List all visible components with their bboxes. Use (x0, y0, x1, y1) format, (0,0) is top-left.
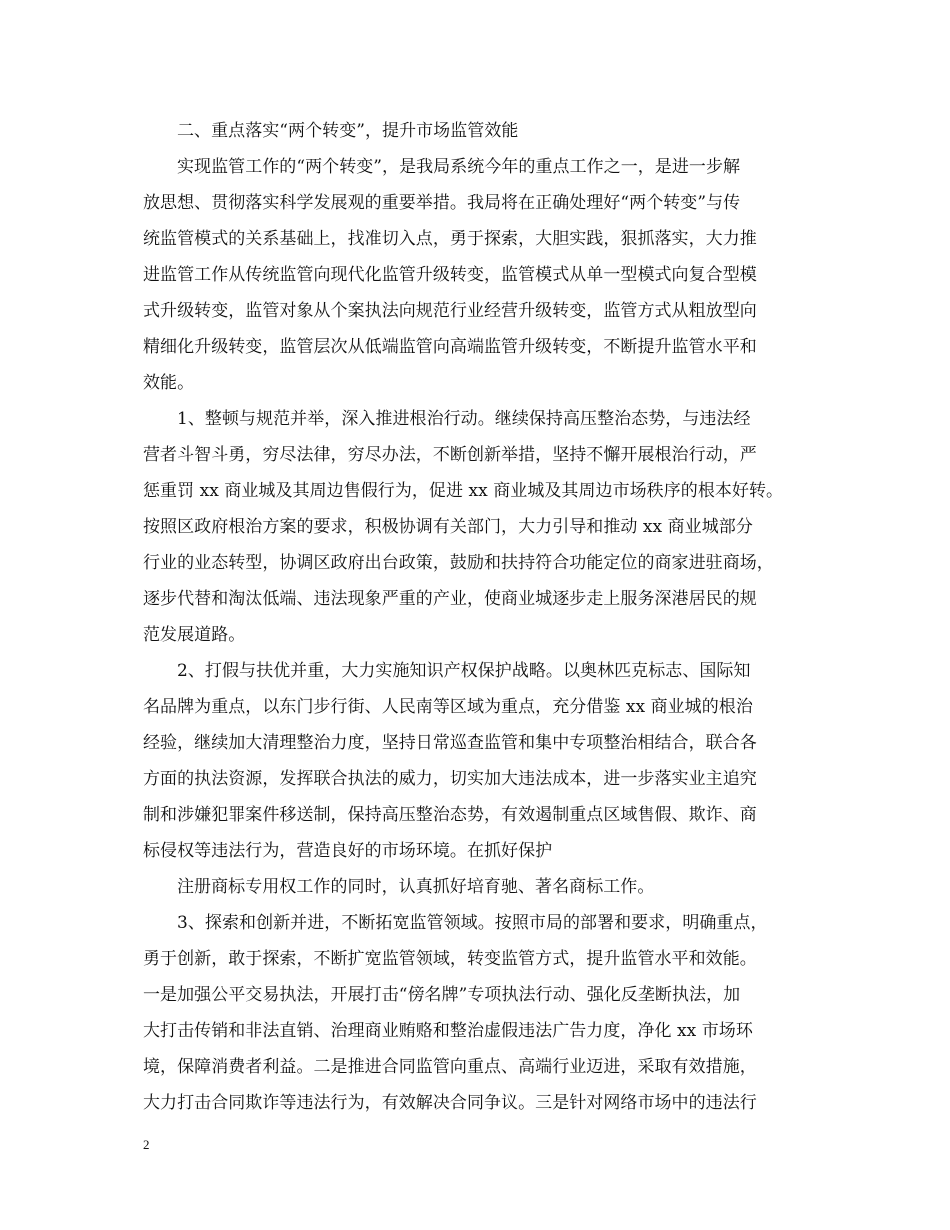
paragraph-line: 逐步代替和淘汰低端、违法现象严重的产业，使商业城逐步走上服务深港居民的规 (143, 589, 757, 609)
paragraph-line: 勇于创新，敢于探索，不断扩宽监管领域，转变监管方式，提升监管水平和效能。 (143, 949, 757, 969)
paragraph-line: 境，保障消费者利益。二是推进合同监管向重点、高端行业迈进，采取有效措施， (143, 1057, 757, 1077)
paragraph-line: 1、整顿与规范并举，深入推进根治行动。继续保持高压整治态势，与违法经 (177, 409, 751, 429)
paragraph-line: 式升级转变，监管对象从个案执法向规范行业经营升级转变，监管方式从粗放型向 (143, 301, 757, 321)
paragraph-line: 统监管模式的关系基础上，找准切入点，勇于探索，大胆实践，狠抓落实，大力推 (143, 229, 757, 249)
paragraph-line: 标侵权等违法行为，营造良好的市场环境。在抓好保护 (143, 841, 553, 861)
paragraph-line: 制和涉嫌犯罪案件移送制，保持高压整治态势，有效遏制重点区域售假、欺诈、商 (143, 805, 757, 825)
paragraph-line: 注册商标专用权工作的同时，认真抓好培育驰、著名商标工作。 (177, 877, 655, 897)
paragraph-line: 效能。 (143, 373, 195, 393)
paragraph-line: 精细化升级转变，监管层次从低端监管向高端监管升级转变，不断提升监管水平和 (143, 337, 757, 357)
section-heading: 二、重点落实“两个转变”，提升市场监管效能 (177, 121, 519, 141)
paragraph-line: 大力打击合同欺诈等违法行为，有效解决合同争议。三是针对网络市场中的违法行 (143, 1093, 757, 1113)
paragraph-line: 进监管工作从传统监管向现代化监管升级转变，监管模式从单一型模式向复合型模 (143, 265, 757, 285)
paragraph-line: 行业的业态转型，协调区政府出台政策，鼓励和扶持符合功能定位的商家进驻商场， (143, 553, 774, 573)
paragraph-line: 实现监管工作的“两个转变”，是我局系统今年的重点工作之一，是进一步解 (177, 157, 741, 177)
paragraph-line: 营者斗智斗勇，穷尽法律，穷尽办法，不断创新举措，坚持不懈开展根治行动，严 (143, 445, 757, 465)
paragraph-line: 3、探索和创新并进，不断拓宽监管领域。按照市局的部署和要求，明确重点， (177, 913, 768, 933)
paragraph-line: 范发展道路。 (143, 625, 246, 645)
document-body (143, 113, 823, 1121)
paragraph-line: 按照区政府根治方案的要求，积极协调有关部门，大力引导和推动 xx 商业城部分 (143, 517, 753, 537)
paragraph-line: 2、打假与扶优并重，大力实施知识产权保护战略。以奥林匹克标志、国际知 (177, 661, 751, 681)
paragraph-line: 一是加强公平交易执法，开展打击“傍名牌”专项执法行动、强化反垄断执法，加 (143, 985, 741, 1005)
paragraph-line: 惩重罚 xx 商业城及其周边售假行为，促进 xx 商业城及其周边市场秩序的根本好转。 (143, 481, 784, 501)
paragraph-line: 方面的执法资源，发挥联合执法的威力，切实加大违法成本，进一步落实业主追究 (143, 769, 757, 789)
paragraph-line: 大打击传销和非法直销、治理商业贿赂和整治虚假违法广告力度，净化 xx 市场环 (143, 1021, 753, 1041)
page-number: 2 (143, 1137, 150, 1152)
paragraph-line: 名品牌为重点，以东门步行街、人民南等区域为重点，充分借鉴 xx 商业城的根治 (143, 697, 753, 717)
paragraph-line: 经验，继续加大清理整治力度，坚持日常巡查监管和集中专项整治相结合，联合各 (143, 733, 757, 753)
paragraph-line: 放思想、贯彻落实科学发展观的重要举措。我局将在正确处理好“两个转变”与传 (143, 193, 741, 213)
